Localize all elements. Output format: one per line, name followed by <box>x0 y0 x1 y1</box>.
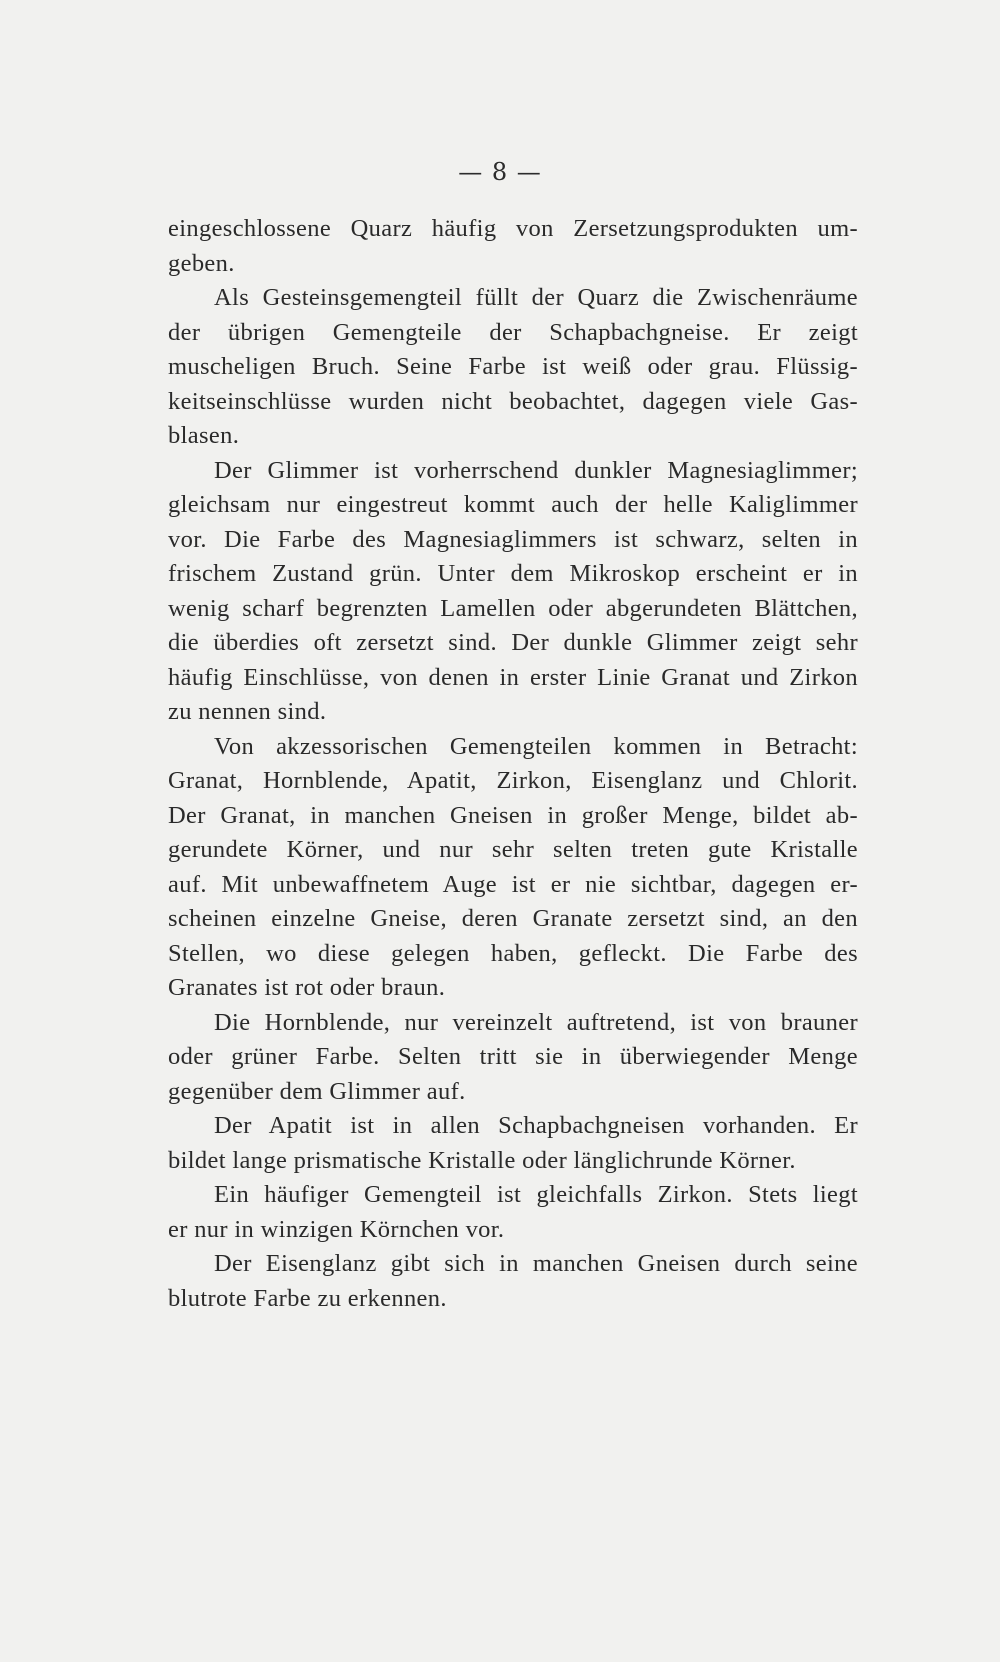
text-line: Die Hornblende, nur vereinzelt auftretend, ist von brauner <box>214 1008 858 1036</box>
text-line: der übrigen Gemengteile der Schapbachgneise. Er zeigt <box>168 318 858 346</box>
text-line: Der Eisenglanz gibt sich in manchen Gneisen durch seine <box>214 1250 858 1277</box>
text-line: auf. Mit unbewaffnetem Auge ist er nie sichtbar, dagegen er- <box>168 870 858 898</box>
text-line: Granates ist rot oder braun. <box>168 974 446 1001</box>
text-line: frischem Zustand grün. Unter dem Mikroskop erscheint er in <box>168 560 858 587</box>
text-line: muscheligen Bruch. Seine Farbe ist weiß oder grau. Flüssig- <box>168 353 858 380</box>
text-line: bildet lange prismatische Kristalle oder länglichrunde Körner. <box>168 1146 796 1174</box>
paragraph <box>168 1178 858 1247</box>
text-line: oder grüner Farbe. Selten tritt sie in überwiegender Menge <box>168 1043 858 1070</box>
text-line: keitseinschlüsse wurden nicht beobachtet, dagegen viele Gas- <box>168 387 858 415</box>
text-line: Stellen, wo diese gelegen haben, gefleckt. Die Farbe des <box>168 939 858 967</box>
paragraph <box>168 454 858 730</box>
text-line: Der Apatit ist in allen Schapbachgneisen vorhanden. Er <box>214 1112 858 1139</box>
text-line: Der Glimmer ist vorherrschend dunkler Magnesiaglimmer; <box>214 456 858 484</box>
text-line: die überdies oft zersetzt sind. Der dunkle Glimmer zeigt sehr <box>168 629 858 656</box>
text-line: eingeschlossene Quarz häufig von Zersetzungsprodukten um- <box>168 215 858 242</box>
paragraph <box>168 281 858 454</box>
text-line: Der Granat, in manchen Gneisen in großer Menge, bildet ab- <box>168 801 858 829</box>
text-line: häufig Einschlüsse, von denen in erster Linie Granat und Zirkon <box>168 663 858 691</box>
text-line: scheinen einzelne Gneise, deren Granate zersetzt sind, an den <box>168 905 858 932</box>
text-line: Ein häufiger Gemengteil ist gleichfalls Zirkon. Stets liegt <box>214 1181 858 1208</box>
body-text <box>168 212 858 1316</box>
text-line: wenig scharf begrenzten Lamellen oder abgerundeten Blättchen, <box>168 594 858 622</box>
text-line: blutrote Farbe zu erkennen. <box>168 1284 447 1312</box>
paragraph <box>168 1109 858 1178</box>
paragraph <box>168 730 858 1006</box>
text-line: Granat, Hornblende, Apatit, Zirkon, Eisenglanz und Chlorit. <box>168 767 858 794</box>
text-line: Von akzessorischen Gemengteilen kommen in Betracht: <box>214 732 858 760</box>
text-line: geben. <box>168 249 235 277</box>
text-line: gegenüber dem Glimmer auf. <box>168 1077 466 1105</box>
paragraph <box>168 1006 858 1110</box>
text-line: Als Gesteinsgemengteil füllt der Quarz die Zwischenräume <box>214 284 858 311</box>
text-line: er nur in winzigen Körnchen vor. <box>168 1215 505 1243</box>
text-line: vor. Die Farbe des Magnesiaglimmers ist schwarz, selten in <box>168 525 858 553</box>
text-line: gerundete Körner, und nur sehr selten treten gute Kristalle <box>168 836 858 863</box>
paragraph <box>168 212 858 281</box>
page-number: — 8 — <box>458 158 542 186</box>
text-line: blasen. <box>168 422 240 449</box>
paragraph <box>168 1247 858 1316</box>
text-line: zu nennen sind. <box>168 698 327 725</box>
text-line: gleichsam nur eingestreut kommt auch der helle Kaliglimmer <box>168 491 858 518</box>
